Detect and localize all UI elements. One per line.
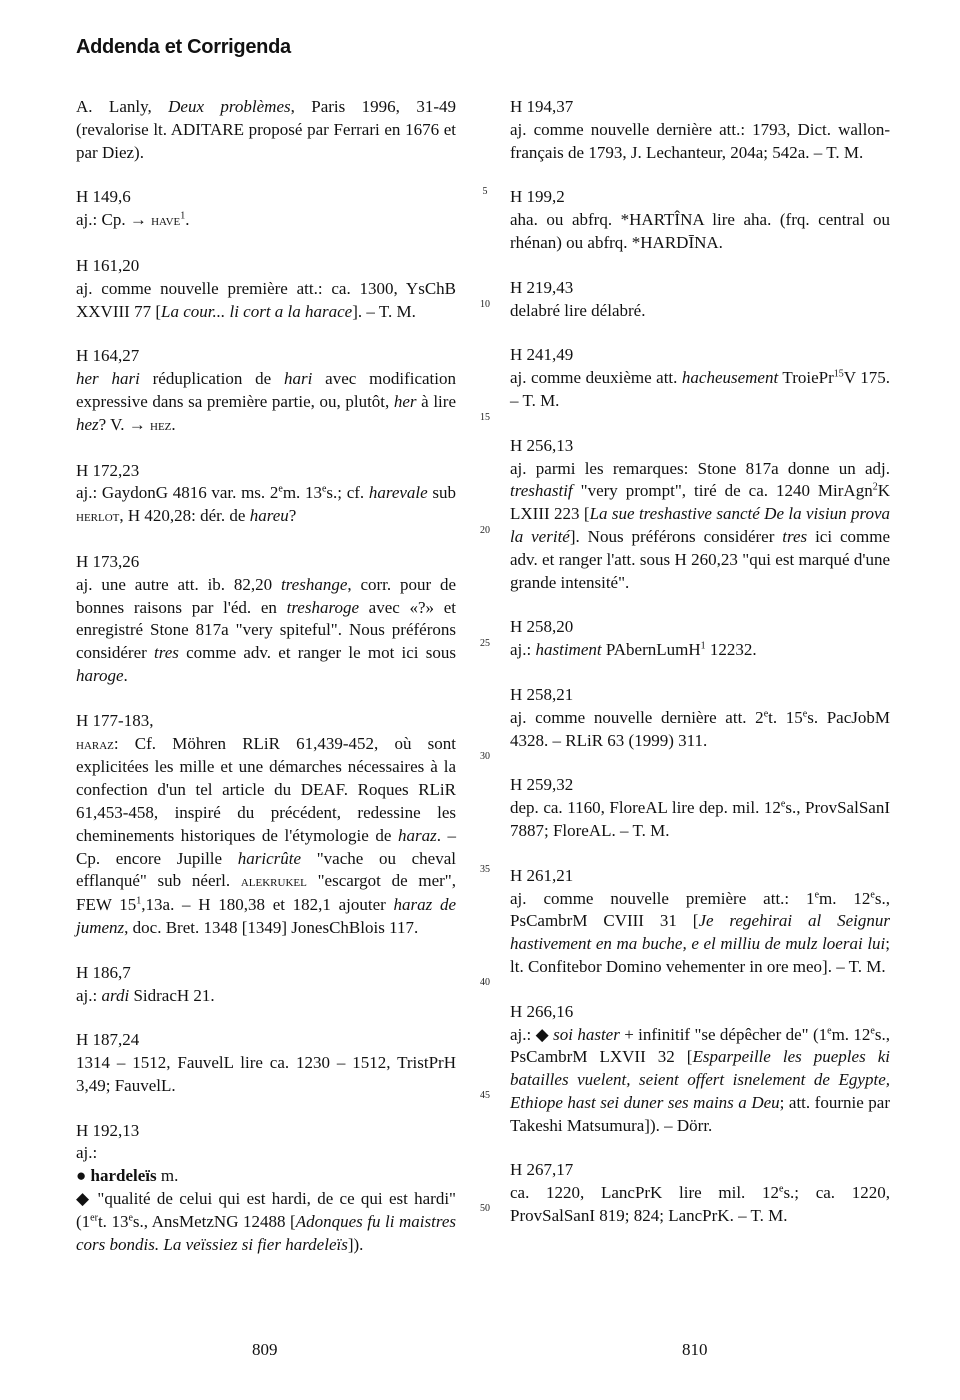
entry-reference: H 187,24	[76, 1030, 140, 1050]
entry-reference: H 199,2	[510, 187, 565, 207]
page-number-left: 809	[252, 1340, 278, 1359]
line-number: 10	[480, 299, 490, 310]
entry-text: her hari réduplication de hari avec modification expressive dans sa première partie, ou, plutôt, her à lire hez? V. → hez.	[76, 369, 456, 434]
entry-reference: H 186,7	[76, 962, 131, 982]
entry	[510, 1001, 890, 1138]
entry-text: aj. parmi les remarques: Stone 817a donne un adj. treshastif "very prompt", tiré de ca. 1240 MirAgn$^2$K LXIII 223 [La sue treshastive sancté De la visiun prova la verité]. Nous préférons considérer tres ici comme adv. et ranger l'att. sous H 260,23 "qui est marqué d'une grande intensité".	[510, 458, 891, 592]
entry-reference: H 266,16	[510, 1001, 574, 1021]
entry-reference: H 258,21	[510, 684, 574, 704]
entry-text: haraz: Cf. Möhren RLiR 61,439-452, où sont explicitées les mille et une démarches nécessaires à la confection d'un tel article du DEAF. Roques RLiR 61,453-458, inspiré du précédent, redessine les cheminements historiques de l'étymologie de haraz. – Cp. encore Jupille haricrûte "vache ou cheval efflanqué" sub néerl. alekrukel "escargot de mer", FEW $15^1,13a$. – H 180,38 et 182,1 ajouter haraz de jumenz, doc. Bret. 1348 [1349] JonesChBlois 117.	[76, 733, 457, 937]
entry	[510, 774, 890, 842]
entry-text: aj. une autre att. ib. 82,20 treshange, corr. pour de bonnes raisons par l'éd. en tresharoge avec «?» et enregistré Stone 817a "very spiteful". Nous préférons considérer tres comme adv. et ranger le mot ici sous haroge.	[76, 574, 457, 685]
entry-reference: H 161,20	[76, 255, 140, 275]
entry-reference: H 164,27	[76, 346, 140, 366]
entry	[510, 344, 890, 412]
entry-text: delabré lire délabré.	[510, 300, 646, 320]
entry	[76, 96, 456, 164]
line-number: 30	[480, 751, 490, 762]
entry	[510, 96, 890, 164]
entry-text: aj. comme nouvelle dernière att.: 1793, Dict. wallon-français de 1793, J. Lechanteur, 204a; 542a. – T. M.	[510, 119, 890, 162]
entry-reference: H 261,21	[510, 865, 574, 885]
line-number: 35	[480, 864, 490, 875]
entry-reference: H 149,6	[76, 187, 131, 207]
entry-reference: H 173,26	[76, 551, 140, 571]
entry-text: aj.: GaydonG 4816 var. ms. 2em. 13es.; cf. harevale sub herlot, H 420,28: dér. de hareu?	[76, 483, 456, 526]
entry	[510, 865, 890, 979]
entry-text: aj. comme nouvelle dernière att. 2et. 15es. PacJobM 4328. – RLiR 63 (1999) 311.	[510, 707, 890, 750]
entry-reference: H 259,32	[510, 775, 574, 795]
entry-text: ◆ "qualité de celui qui est hardi, de ce qui est hardi" (1ert. 13es., AnsMetzNG 12488 [Adonques fu li maistres cors bondis. La veïssiez si fier hardeleïs]).	[76, 1189, 456, 1254]
page-number-right: 810	[682, 1340, 708, 1359]
entry	[510, 1159, 890, 1227]
entry-text: aj. comme nouvelle première att.: ca. 1300, YsChB XXVIII 77 [La cour... li cort a la harace]. – T. M.	[76, 278, 456, 321]
entry-reference: H 192,13	[76, 1120, 140, 1140]
line-number: 15	[480, 412, 490, 423]
entry-reference: H 177-183,	[76, 710, 154, 730]
entry-text: aj. comme deuxième att. hacheusement TroiePr$^{15}$V 175. – T. M.	[510, 368, 890, 410]
entry-text: 1314 – 1512, FauvelL lire ca. 1230 – 1512, TristPrH 3,49; FauvelL.	[76, 1053, 456, 1095]
entry-text: aj.: ◆ soi haster + infinitif "se dépêcher de" (1em. 12es., PsCambrM LXVII 32 [Esparpeille les pueples ki batailles vuelent, seient offert isnelement de Egypte, Ethiope hast sei duner ses mains a Deu; att. fournie par Takeshi Matsumura]). – Dörr.	[510, 1024, 890, 1135]
entry	[76, 1029, 456, 1097]
entry-reference: H 172,23	[76, 460, 140, 480]
line-number: 20	[480, 525, 490, 536]
entry-text: aha. ou abfrq. *HARTÎNA lire aha. (frq. central ou rhénan) ou abfrq. *HARDĪNA.	[510, 210, 890, 252]
entry	[76, 186, 456, 233]
entry-reference: H 256,13	[510, 435, 574, 455]
entry	[76, 345, 456, 437]
entry	[76, 710, 456, 940]
entry-reference: H 194,37	[510, 97, 574, 116]
entry-reference: H 241,49	[510, 345, 574, 365]
entry	[76, 255, 456, 323]
line-number: 5	[482, 186, 488, 197]
entry-text: dep. ca. 1160, FloreAL lire dep. mil. 12es., ProvSalSanI 7887; FloreAL. – T. M.	[510, 798, 890, 840]
entry	[510, 616, 890, 662]
entry	[76, 962, 456, 1008]
entry-text: aj.: ardi SidracH 21.	[76, 985, 215, 1005]
entry-text: aj.: Cp. → have$^1$.	[76, 210, 190, 230]
page-header: Addenda et Corrigenda	[76, 36, 291, 58]
entry	[510, 684, 890, 752]
entry	[510, 186, 890, 254]
entry	[76, 460, 456, 529]
left-column	[76, 96, 456, 1278]
entry-text: ca. 1220, LancPrK lire mil. 12es.; ca. 1220, ProvSalSanI 819; 824; LancPrK. – T. M.	[510, 1183, 890, 1226]
line-number: 25	[480, 638, 490, 649]
line-number: 40	[480, 977, 490, 988]
entry-reference: H 258,20	[510, 617, 574, 637]
entry	[76, 1120, 456, 1257]
entry-text: A. Lanly, Deux problèmes, Paris 1996, 31-49 (revalorise lt. ADITARE proposé par Ferrari en 1676 et par Diez).	[76, 97, 456, 162]
entry-reference: H 267,17	[510, 1160, 574, 1180]
line-number: 50	[480, 1203, 490, 1214]
entry-text: ● hardeleïs m.	[76, 1166, 179, 1186]
entry	[510, 435, 890, 595]
right-column	[510, 96, 890, 1250]
entry	[510, 277, 890, 323]
entry-text: aj.:	[76, 1143, 98, 1163]
line-number: 45	[480, 1090, 490, 1101]
entry-reference: H 219,43	[510, 277, 574, 297]
entry-text: aj. comme nouvelle première att.: 1em. 12es., PsCambrM CVIII 31 [Je regehirai al Seignur hastivement en ma buche, e el milliu de mulz loerai lui; lt. Confitebor Domino vehementer in ore meo]. – T. M.	[510, 888, 890, 976]
entry	[76, 551, 456, 688]
entry-text: aj.: hastiment PAbernLumH$^1$ 12232.	[510, 640, 757, 660]
